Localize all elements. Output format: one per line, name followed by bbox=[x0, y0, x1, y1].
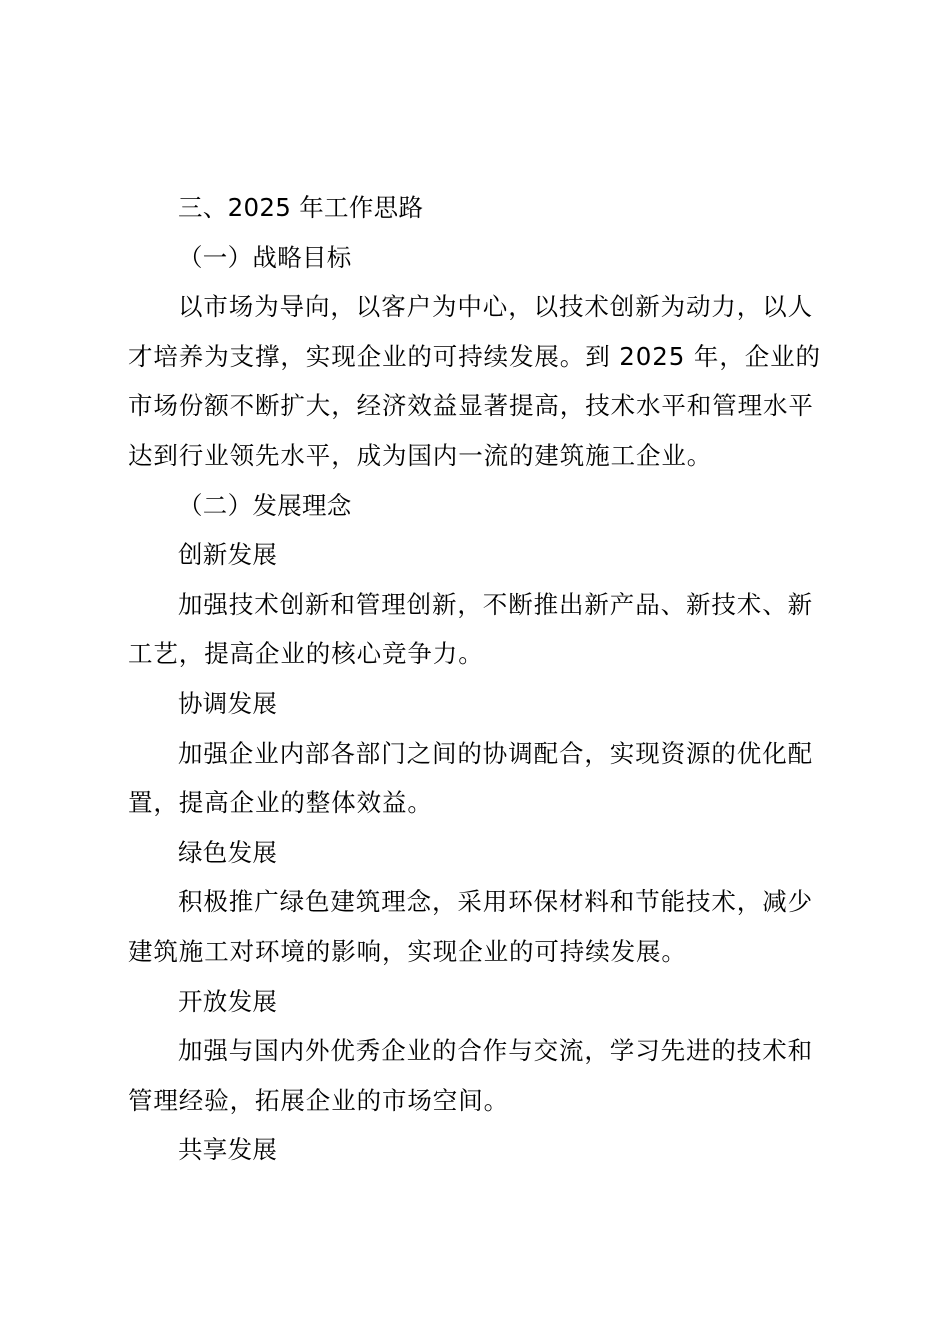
paragraph-line: 达到行业领先水平，成为国内一流的建筑施工企业。 bbox=[128, 440, 713, 470]
topic-heading: 创新发展 bbox=[178, 540, 278, 570]
section-heading: 三、2025 年工作思路 bbox=[178, 193, 424, 222]
document-body bbox=[128, 183, 834, 1175]
subsection-heading: （二）发展理念 bbox=[178, 490, 352, 520]
paragraph-line: 以市场为导向，以客户为中心，以技术创新为动力，以人 bbox=[178, 292, 813, 322]
topic-heading: 绿色发展 bbox=[178, 837, 278, 867]
topic-heading: 开放发展 bbox=[178, 986, 278, 1016]
topic-heading: 共享发展 bbox=[178, 1135, 278, 1165]
paragraph-line: 加强与国内外优秀企业的合作与交流，学习先进的技术和 bbox=[178, 1036, 813, 1066]
paragraph-line: 积极推广绿色建筑理念，采用环保材料和节能技术，减少 bbox=[178, 887, 813, 917]
paragraph-line: 工艺，提高企业的核心竞争力。 bbox=[128, 639, 484, 669]
paragraph-line: 置，提高企业的整体效益。 bbox=[128, 788, 433, 818]
paragraph-line: 管理经验，拓展企业的市场空间。 bbox=[128, 1085, 509, 1115]
paragraph-line: 市场份额不断扩大，经济效益显著提高，技术水平和管理水平 bbox=[128, 391, 814, 421]
subsection-heading: （一）战略目标 bbox=[178, 242, 352, 272]
topic-heading: 协调发展 bbox=[178, 688, 278, 718]
paragraph-line: 加强技术创新和管理创新，不断推出新产品、新技术、新 bbox=[178, 589, 813, 619]
paragraph-line: 才培养为支撑，实现企业的可持续发展。到 2025 年，企业的 bbox=[128, 341, 821, 371]
paragraph-line: 建筑施工对环境的影响，实现企业的可持续发展。 bbox=[128, 936, 687, 966]
paragraph-line: 加强企业内部各部门之间的协调配合，实现资源的优化配 bbox=[178, 738, 813, 768]
